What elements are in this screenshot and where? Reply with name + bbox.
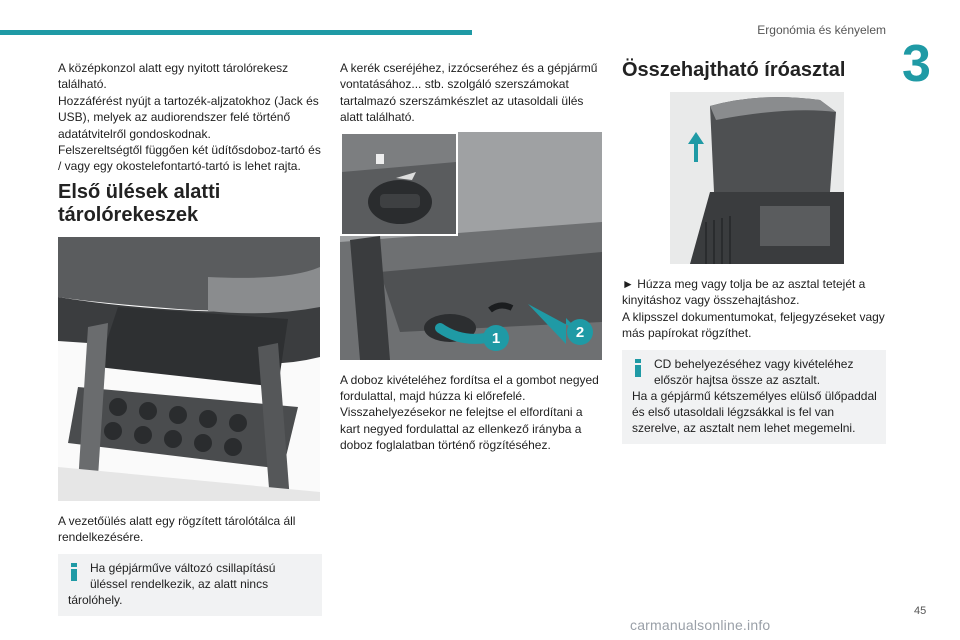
intro-paragraph: A középkonzol alatt egy nyitott tárolórekesz található. Hozzáférést nyújt a tartozék-aljzatokhoz (Jack és USB), melyek az audiorendszer felé történő adatátvitelről gondoskodnak. Felszereltségtől függően két üdítősdoboz-tartó és / vagy egy okostelefontartó-tartó is lehet rajta.	[58, 61, 321, 174]
info-icon	[68, 563, 80, 581]
column-3	[622, 60, 886, 444]
column-2	[340, 60, 604, 460]
toolkit-caption: A doboz kivételéhez fordítsa el a gombot negyed fordulattal, majd húzza ki előrefelé. Visszahelyezésekor ne felejtse el elfordítani a kart negyed fordulattal az ellenkező irányba a doboz foglalatban történő rögzítéséhez.	[340, 372, 599, 453]
chapter-number: 3	[902, 35, 931, 93]
callout-badge-2: 2	[575, 323, 585, 341]
column-1	[58, 60, 322, 616]
toolkit-illustration	[340, 132, 602, 360]
seat-tray-caption: A vezetőülés alatt egy rögzített tárolótálca áll rendelkezésére.	[58, 513, 296, 545]
section-heading-desk: Összehajtható íróasztal	[622, 59, 846, 81]
info-note-desk: CD behelyezéséhez vagy kivételéhez először hajtsa össze az asztalt. Ha a gépjármű kétszemélyes elülső ülőpaddal és első utasoldali légzsákkal is fel van szerelve, az asztalt nem lehet megemelni.	[622, 350, 886, 444]
callout-badge-1: 1	[491, 329, 501, 347]
section-heading-seat-storage: Első ülések alatti tárolórekeszek	[58, 180, 221, 226]
desk-illustration	[670, 92, 844, 264]
page-number: 45	[914, 605, 927, 617]
section-title: Ergonómia és kényelem	[757, 23, 886, 37]
header-accent-bar	[0, 30, 472, 35]
desk-caption: ► Húzza meg vagy tolja be az asztal tetejét a kinyitáshoz vagy összehajtáshoz. A klipsszel dokumentumokat, feljegyzéseket vagy más papírokat rögzíthet.	[622, 277, 885, 341]
watermark-text: carmanualsonline.info	[630, 617, 771, 633]
toolkit-intro: A kerék cseréjéhez, izzócseréhez és a gépjármű vontatásához... stb. szolgáló szerszámokat tartalmazó szerszámkészlet az utasoldali ülés alatt található.	[340, 61, 598, 125]
info-note-seat: Ha gépjárműve változó csillapítású üléssel rendelkezik, az alatt nincs tárolóhely.	[58, 554, 322, 616]
info-icon	[632, 359, 644, 377]
seat-tray-illustration	[58, 237, 320, 501]
